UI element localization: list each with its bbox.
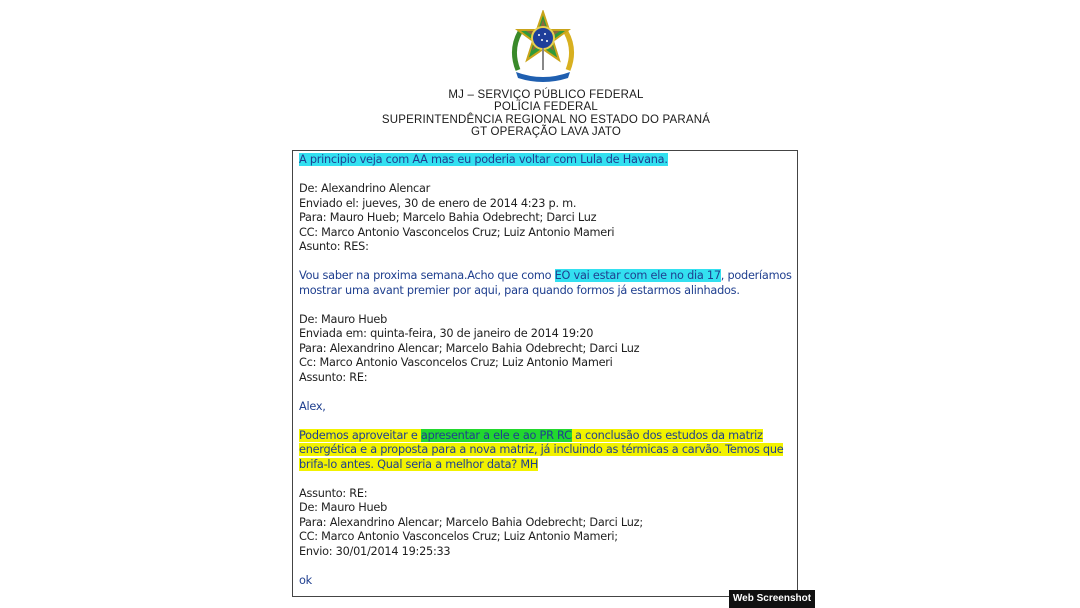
msg1-subject: Asunto: RES:	[299, 240, 369, 253]
msg3-body: ok	[299, 573, 312, 587]
msg1-sent: Enviado el: jueves, 30 de enero de 2014 4:23 p. m.	[299, 196, 577, 210]
header-line-ministry: MJ – SERVIÇO PÚBLICO FEDERAL	[448, 89, 644, 101]
msg2-to: Para: Alexandrino Alencar; Marcelo Bahia Odebrecht; Darci Luz	[299, 341, 640, 355]
msg3-cc: CC: Marco Antonio Vasconcelos Cruz; Luiz Antonio Mameri;	[299, 530, 618, 543]
msg2-sent: Enviada em: quinta-feira, 30 de janeiro de 2014 19:20	[299, 327, 594, 340]
email-thread-box	[292, 150, 798, 597]
msg2-body-line1: Podemos aproveitar e apresentar a ele e ao PR RC a conclusão dos estudos da matriz	[299, 428, 763, 442]
header-line-operation: GT OPERAÇÃO LAVA JATO	[470, 126, 622, 139]
msg2-from: De: Mauro Hueb	[299, 312, 388, 326]
msg2-body-line2: energética e a proposta para a nova matriz, já incluindo as térmicas a carvão. Temos que	[299, 443, 784, 456]
web-screenshot-badge: Web Screenshot	[729, 590, 815, 608]
msg1-from: De: Alexandrino Alencar	[299, 182, 431, 195]
msg1-body-line2: mostrar uma avant premier por aqui, para quando formos já estarmos alinhados.	[299, 283, 740, 297]
msg3-subject: Assunto: RE:	[299, 486, 368, 500]
msg2-subject: Assunto: RE:	[299, 370, 368, 384]
msg2-body-line3: brifa-lo antes. Qual seria a melhor data? MH	[299, 457, 539, 471]
header-line-police: POLÍCIA FEDERAL	[494, 101, 598, 114]
msg1-to: Para: Mauro Hueb; Marcelo Bahia Odebrecht; Darci Luz	[299, 211, 597, 224]
header-line-superintendency: SUPERINTENDÊNCIA REGIONAL NO ESTADO DO PARANÁ	[381, 113, 711, 126]
msg3-from: De: Mauro Hueb	[299, 501, 388, 514]
msg3-to: Para: Alexandrino Alencar; Marcelo Bahia Odebrecht; Darci Luz;	[299, 515, 643, 529]
document-header	[0, 89, 1080, 139]
msg2-cc: Cc: Marco Antonio Vasconcelos Cruz; Luiz Antonio Mameri	[299, 356, 613, 369]
msg1-cc: CC: Marco Antonio Vasconcelos Cruz; Luiz Antonio Mameri	[299, 225, 615, 239]
msg1-highlight: EO vai estar com ele no dia 17	[554, 269, 721, 282]
msg2-greeting: Alex,	[299, 399, 326, 413]
msg1-body-line1: Vou saber na proxima semana.Acho que como EO vai estar com ele no dia 17, poderíamos	[299, 269, 792, 282]
msg3-sent: Envio: 30/01/2014 19:25:33	[299, 544, 451, 558]
msg2-highlight-green: apresentar a ele e ao PR RC	[420, 428, 572, 442]
top-note: A principio veja com AA mas eu poderia voltar com Lula de Havana.	[299, 153, 668, 166]
brazil-coat-of-arms-icon	[508, 10, 578, 86]
